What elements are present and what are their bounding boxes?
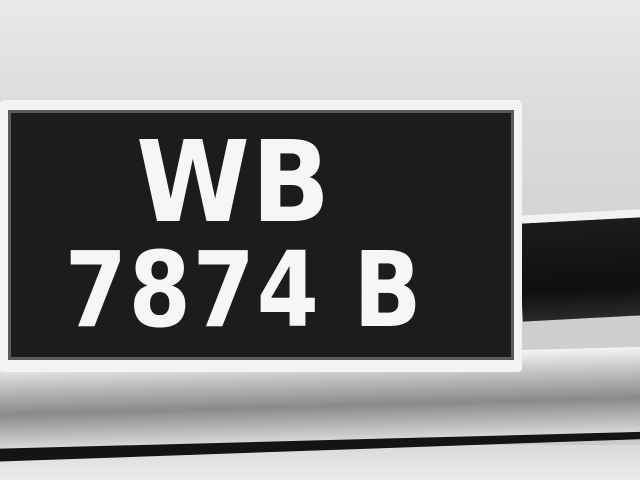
license-plate — [8, 110, 514, 360]
bumper-slot — [517, 208, 640, 321]
plate-text-line-1: WB — [136, 118, 332, 248]
plate-text-line-2: 7874 B — [64, 229, 424, 351]
